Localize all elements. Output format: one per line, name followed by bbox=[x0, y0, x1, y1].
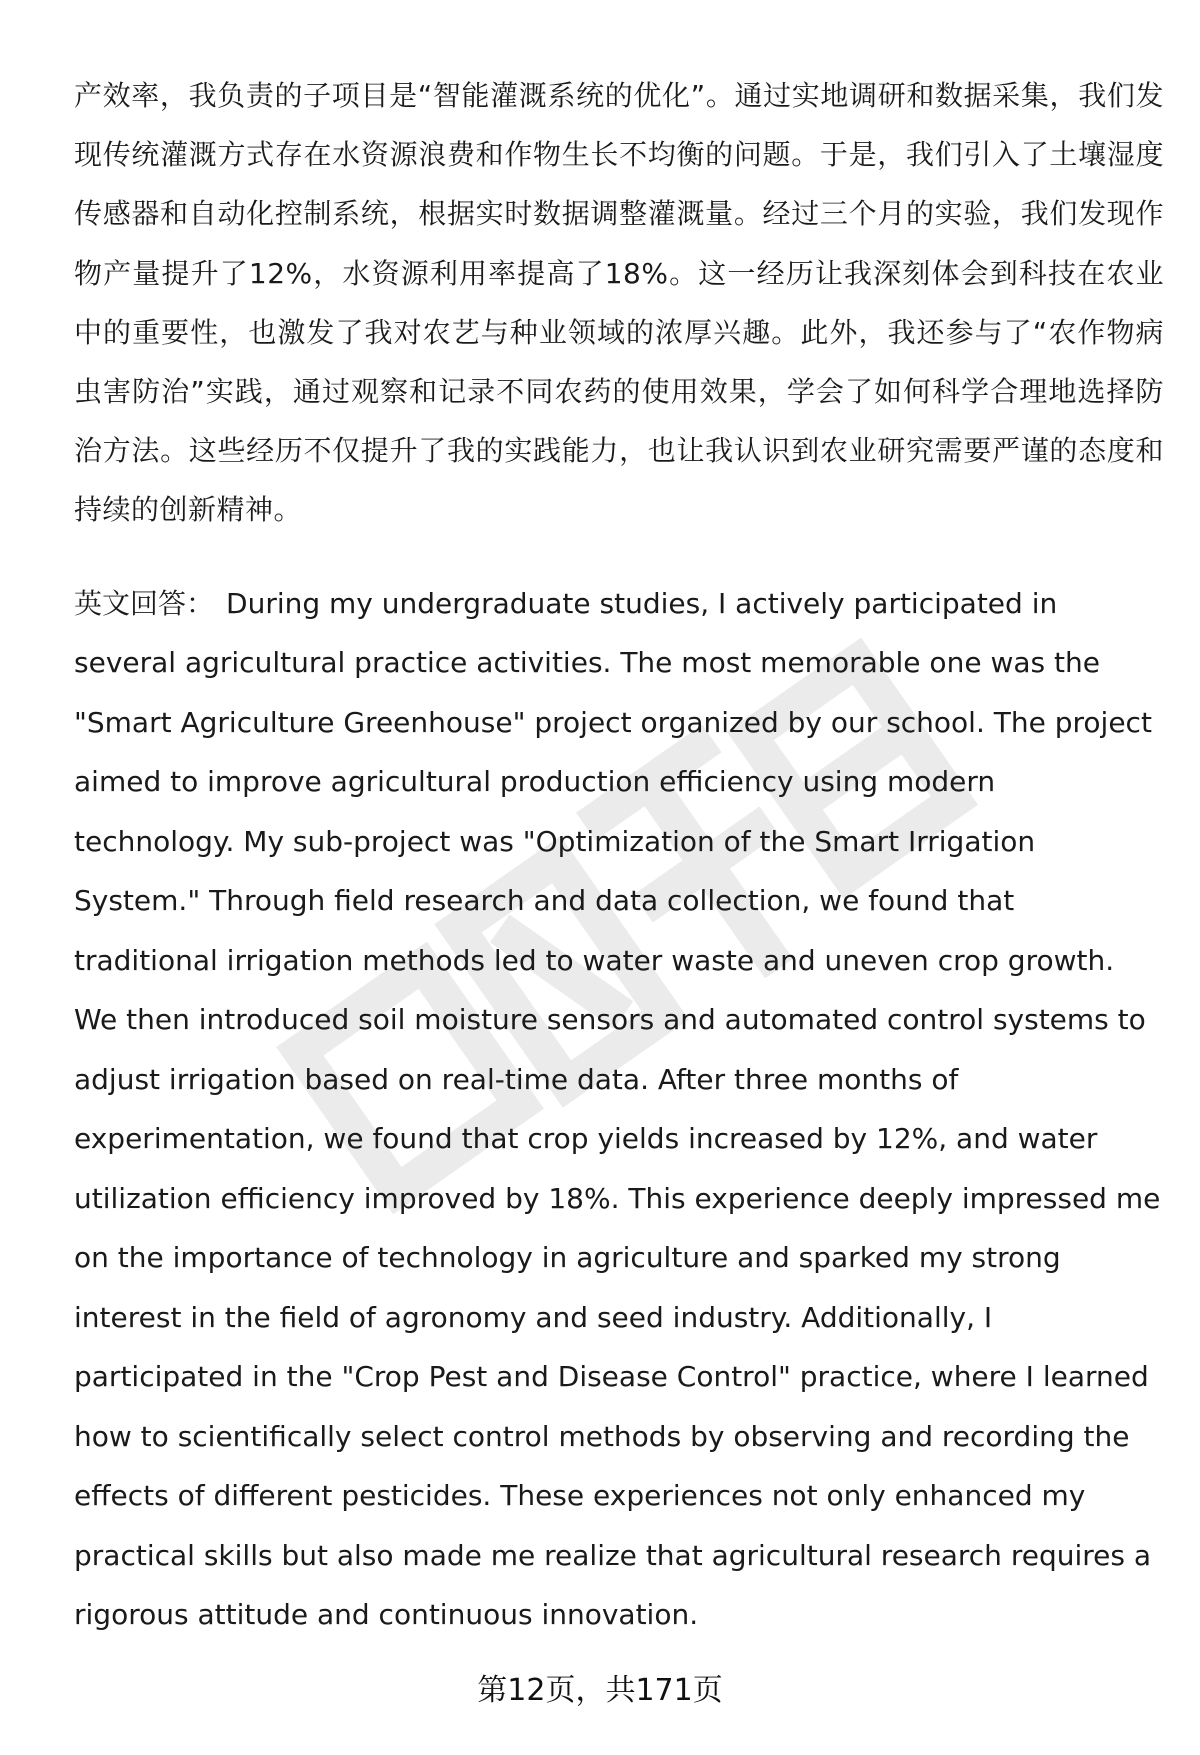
english-answer-label: 英文回答： bbox=[74, 586, 215, 620]
english-answer-text: During my undergraduate studies, I actively participated in several agricultural practice activities. The most memorable one was the "Smart Agriculture Greenhouse" project organized by our school. The project aimed to improve agricultural production efficiency using modern technology. My sub-project was "Optimization of the Smart Irrigation System." Through field research and data collection, we found that traditional irrigation methods led to water waste and uneven crop growth. We then introduced soil moisture sensors and automated control systems to adjust irrigation based on real-time data. After three months of experimentation, we found that crop yields increased by 12%, and water utilization efficiency improved by 18%. This experience deeply impressed me on the importance of technology in agriculture and sparked my strong interest in the field of agronomy and seed industry. Additionally, I participated in the "Crop Pest and Disease Control" practice, where I learned how to scientifically select control methods by observing and recording the effects of different pesticides. These experiences not only enhanced my practical skills but also made me realize that agricultural research requires a rigorous attitude and continuous innovation. bbox=[74, 586, 1161, 1632]
page-number: 第12页，共171页 bbox=[477, 1673, 723, 1708]
english-answer-paragraph bbox=[74, 574, 1164, 1645]
chinese-answer-paragraph: 产效率，我负责的子项目是“智能灌溉系统的优化”。通过实地调研和数据采集，我们发现传统灌溉方式存在水资源浪费和作物生长不均衡的问题。于是，我们引入了土壤湿度传感器和自动化控制系统，根据实时数据调整灌溉量。经过三个月的实验，我们发现作物产量提升了12%，水资源利用率提高了18%。这一经历让我深刻体会到科技在农业中的重要性，也激发了我对农艺与种业领域的浓厚兴趣。此外，我还参与了“农作物病虫害防治”实践，通过观察和记录不同农药的使用效果，学会了如何科学合理地选择防治方法。这些经历不仅提升了我的实践能力，也让我认识到农业研究需要严谨的态度和持续的创新精神。 bbox=[74, 79, 1164, 527]
document-content bbox=[74, 66, 1164, 1645]
